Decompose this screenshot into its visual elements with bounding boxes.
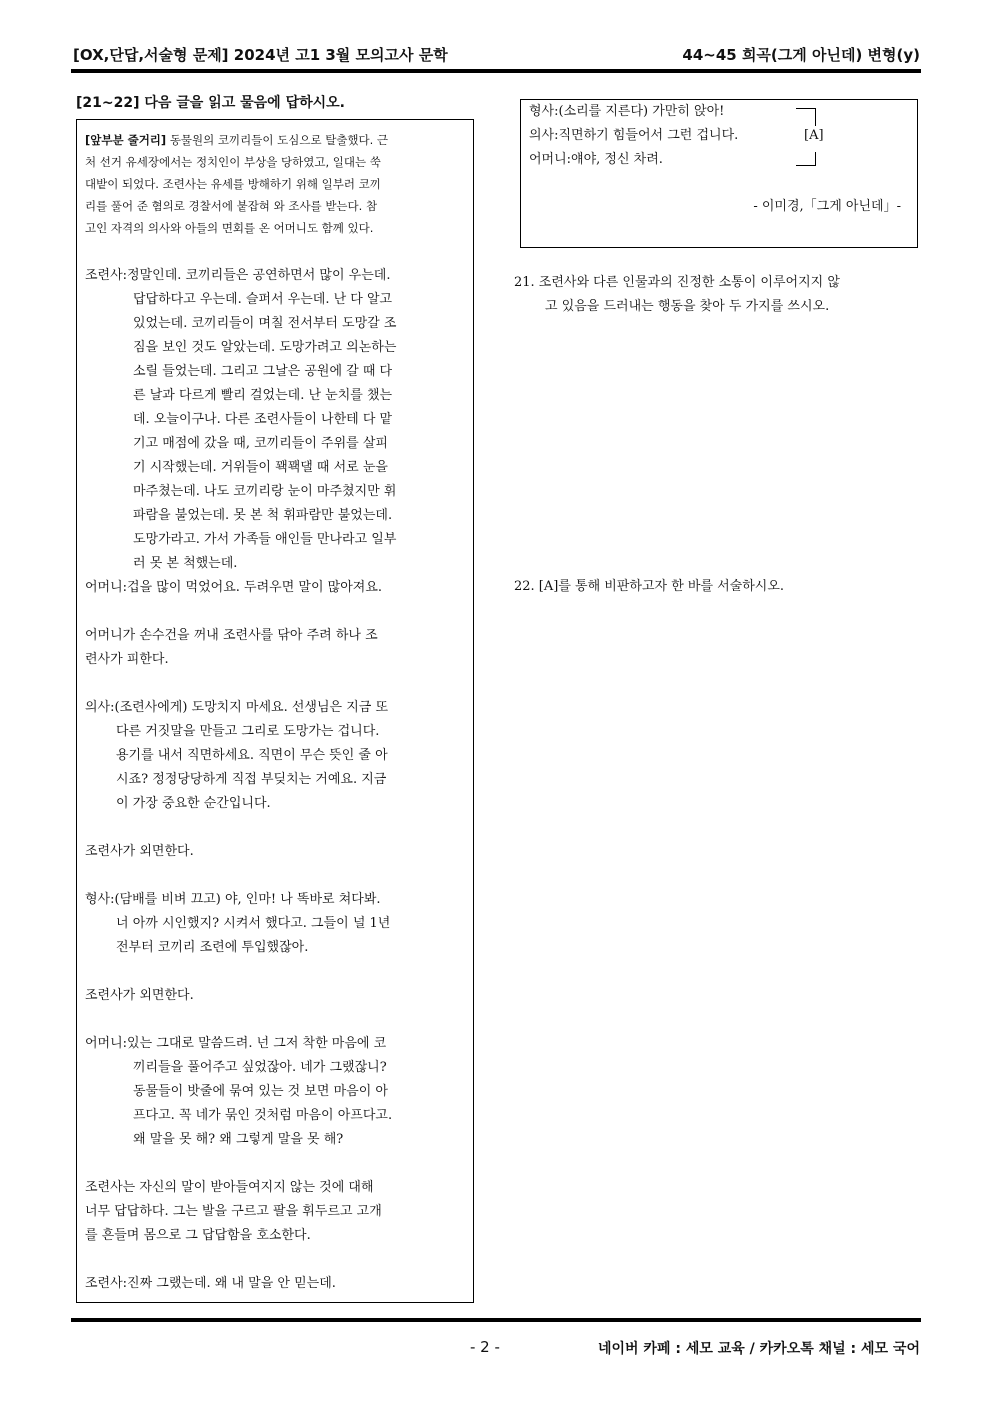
script-line: 이 가장 중요한 순간입니다. xyxy=(116,796,271,811)
continuation-box xyxy=(520,99,918,248)
header-title: [OX,단답,서술형 문제] 2024년 고1 3월 모의고사 문학 xyxy=(73,46,448,64)
script-line: 너 아까 시인했지? 시켜서 했다고. 그들이 널 1년 xyxy=(116,916,391,931)
summary-line: 동물원의 코끼리들이 도심으로 탈출했다. 근 xyxy=(169,133,389,147)
question-line: 21. 조련사와 다른 인물과의 진정한 소통이 이루어지지 않 xyxy=(514,275,840,290)
script-line: 시죠? 정정당당하게 직접 부딪치는 거예요. 지금 xyxy=(116,772,387,787)
script-line: 기고 매점에 갔을 때, 코끼리들이 주위를 살피 xyxy=(133,436,388,451)
script-line: 조련사:진짜 그랬는데. 왜 내 말을 안 믿는데. xyxy=(85,1276,336,1291)
script-line: 의사:(조련사에게) 도망치지 마세요. 선생님은 지금 또 xyxy=(85,700,389,715)
header-subtitle: 44~45 희곡(그게 아닌데) 변형(y) xyxy=(682,46,920,64)
script-line: 소릴 들었는데. 그리고 그날은 공원에 갈 때 다 xyxy=(133,364,393,379)
script-line: 끼리들을 풀어주고 싶었잖아. 네가 그랬잖니? xyxy=(133,1060,387,1075)
script-line: 데. 오늘이구나. 다른 조련사들이 나한테 다 맡 xyxy=(133,412,393,427)
script-line: 동물들이 밧줄에 묶여 있는 것 보면 마음이 아 xyxy=(133,1084,388,1099)
stage-direction: 조련사가 외면한다. xyxy=(85,844,194,859)
instruction: [21~22] 다음 글을 읽고 물음에 답하시오. xyxy=(76,95,345,111)
summary-label: [앞부분 줄거리] xyxy=(85,133,167,147)
script-line: 용기를 내서 직면하세요. 직면이 무슨 뜻인 줄 아 xyxy=(116,748,388,763)
script-line: 른 날과 다르게 빨리 걸었는데. 난 눈치를 챘는 xyxy=(133,388,393,403)
stage-direction: 어머니가 손수건을 꺼내 조련사를 닦아 주려 하나 조 xyxy=(85,628,378,643)
script-line: 도망가라고. 가서 가족들 애인들 만나라고 일부 xyxy=(133,532,397,547)
author-citation: - 이미경,「그게 아닌데」- xyxy=(753,199,901,214)
passage-box xyxy=(76,119,474,1303)
continuation-line: 의사:직면하기 힘들어서 그런 겁니다. xyxy=(529,128,739,143)
summary-line: 처 선거 유세장에서는 정치인이 부상을 당하였고, 일대는 쑥 xyxy=(85,155,381,169)
stage-direction: 조련사가 외면한다. xyxy=(85,988,194,1003)
script-text xyxy=(85,264,467,1296)
plot-summary xyxy=(85,129,465,239)
script-line: 조련사:정말인데. 코끼리들은 공연하면서 많이 우는데. xyxy=(85,268,391,283)
question-line: 고 있음을 드러내는 행동을 찾아 두 가지를 쓰시오. xyxy=(545,299,830,314)
script-line: 프다고. 꼭 네가 묶인 것처럼 마음이 아프다고. xyxy=(133,1108,393,1123)
stage-direction: 너무 답답하다. 그는 발을 구르고 팔을 휘두르고 고개 xyxy=(85,1204,382,1219)
script-line: 왜 말을 못 해? 왜 그렇게 말을 못 해? xyxy=(133,1132,344,1147)
continuation-line: 어머니:얘야, 정신 차려. xyxy=(529,152,663,167)
bracket-label: [A] xyxy=(804,128,824,143)
script-line: 다른 거짓말을 만들고 그리로 도망가는 겁니다. xyxy=(116,724,380,739)
script-line: 형사:(담배를 비벼 끄고) 야, 인마! 나 똑바로 쳐다봐. xyxy=(85,892,381,907)
summary-line: 리를 풀어 준 혐의로 경찰서에 붙잡혀 와 조사를 받는다. 참 xyxy=(85,199,378,213)
script-line: 답답하다고 우는데. 슬퍼서 우는데. 난 다 알고 xyxy=(133,292,393,307)
summary-line: 고인 자격의 의사와 아들의 면회를 온 어머니도 함께 있다. xyxy=(85,221,374,235)
script-line: 어머니:겁을 많이 먹었어요. 두려우면 말이 많아져요. xyxy=(85,580,383,595)
continuation-line: 형사:(소리를 지른다) 가만히 앉아! xyxy=(529,104,725,119)
footer-channel: 네이버 카페 : 세모 교육 / 카카오톡 채널 : 세모 국어 xyxy=(597,1341,920,1357)
script-line: 전부터 코끼리 조련에 투입했잖아. xyxy=(116,940,309,955)
top-rule xyxy=(71,69,921,73)
page-number: - 2 - xyxy=(470,1338,500,1356)
bottom-rule xyxy=(71,1318,921,1322)
summary-line: 대밭이 되었다. 조련사는 유세를 방해하기 위해 일부러 코끼 xyxy=(85,177,381,191)
script-line: 어머니:있는 그대로 말씀드려. 넌 그저 착한 마음에 코 xyxy=(85,1036,387,1051)
stage-direction: 련사가 피한다. xyxy=(85,652,169,667)
question-22: 22. [A]를 통해 비판하고자 한 바를 서술하시오. xyxy=(514,579,785,594)
script-line: 파람을 불었는데. 못 본 척 휘파람만 불었는데. xyxy=(133,508,393,523)
script-line: 마주쳤는데. 나도 코끼리랑 눈이 마주쳤지만 휘 xyxy=(133,484,397,499)
question-21 xyxy=(514,271,840,319)
script-line: 있었는데. 코끼리들이 며칠 전서부터 도망갈 조 xyxy=(133,316,397,331)
script-line: 기 시작했는데. 거위들이 꽥꽥댈 때 서로 눈을 xyxy=(133,460,388,475)
script-line: 짐을 보인 것도 알았는데. 도망가려고 의논하는 xyxy=(133,340,397,355)
script-line: 러 못 본 척했는데. xyxy=(133,556,238,571)
stage-direction: 를 흔들며 몸으로 그 답답함을 호소한다. xyxy=(85,1228,311,1243)
stage-direction: 조련사는 자신의 말이 받아들여지지 않는 것에 대해 xyxy=(85,1180,374,1195)
